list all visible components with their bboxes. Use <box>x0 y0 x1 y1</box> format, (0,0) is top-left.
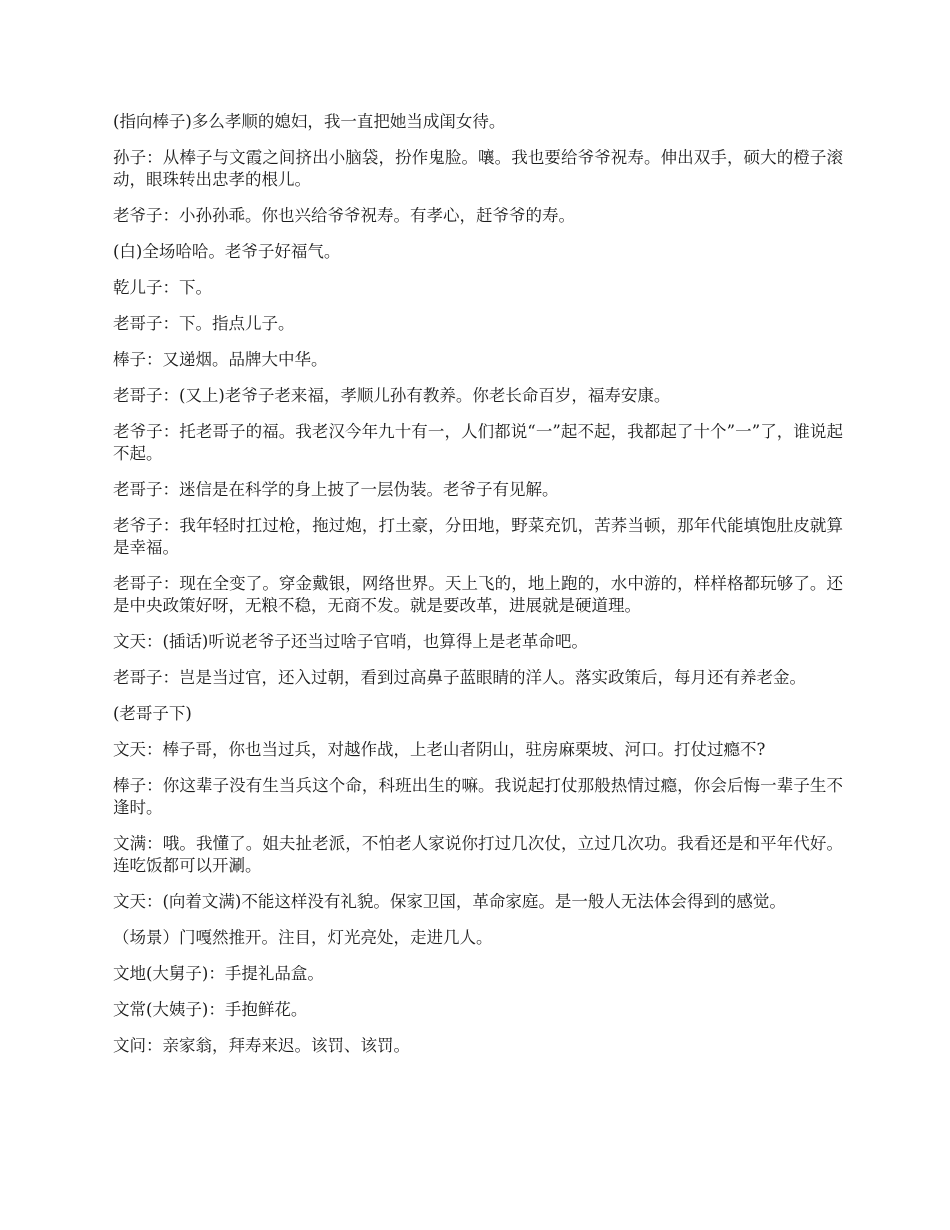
paragraph: 老哥子：(又上)老爷子老来福，孝顺儿孙有教养。你老长命百岁，福寿安康。 <box>113 386 671 405</box>
paragraph: 文天：(向着文满)不能这样没有礼貌。保家卫国，革命家庭。是一般人无法体会得到的感觉。 <box>113 892 786 911</box>
paragraph: 老爷子：我年轻时扛过枪，拖过炮，打土豪，分田地，野菜充饥，苦荞当顿，那年代能填饱肚皮就算是幸福。 <box>113 516 843 557</box>
paragraph: 老哥子：现在全变了。穿金戴银，网络世界。天上飞的，地上跑的，水中游的，样样格都玩够了。还是中央政策好呀，无粮不稳，无商不发。就是要改革，进展就是硬道理。 <box>113 574 843 615</box>
paragraph: 文天：棒子哥，你也当过兵，对越作战，上老山者阴山，驻房麻栗坡、河口。打仗过瘾不? <box>113 740 766 759</box>
paragraph: 老爷子：托老哥子的福。我老汉今年九十有一，人们都说“一”起不起，我都起了十个”一”了，谁说起不起。 <box>113 422 843 463</box>
document-body <box>113 111 843 1071</box>
paragraph: 棒子：又递烟。品牌大中华。 <box>113 350 328 369</box>
paragraph: 老哥子：迷信是在科学的身上披了一层伪装。老爷子有见解。 <box>113 480 559 499</box>
paragraph: 文地(大舅子)：手提礼品盒。 <box>113 964 324 983</box>
paragraph: 老爷子：小孙孙乖。你也兴给爷爷祝寿。有孝心，赶爷爷的寿。 <box>113 206 575 225</box>
paragraph: 文满：哦。我懂了。姐夫扯老派，不怕老人家说你打过几次仗，立过几次功。我看还是和平年代好。连吃饭都可以开涮。 <box>113 834 843 875</box>
paragraph: 乾儿子：下。 <box>113 278 212 297</box>
paragraph: 文常(大姨子)：手抱鲜花。 <box>113 1000 308 1019</box>
paragraph: 文问：亲家翁，拜寿来迟。该罚、该罚。 <box>113 1036 410 1055</box>
paragraph: (白)全场哈哈。老爷子好福气。 <box>113 242 341 261</box>
paragraph: （场景）门嘎然推开。注目，灯光亮处，走进几人。 <box>113 928 493 947</box>
paragraph: (指向棒子)多么孝顺的媳妇，我一直把她当成闺女待。 <box>113 112 506 131</box>
paragraph: 棒子：你这辈子没有生当兵这个命，科班出生的嘛。我说起打仗那般热情过瘾，你会后悔一辈子生不逢时。 <box>113 776 843 817</box>
paragraph: 文天：(插话)听说老爷子还当过啥子官哨，也算得上是老革命吧。 <box>113 632 588 651</box>
paragraph: 孙子：从棒子与文霞之间挤出小脑袋，扮作鬼脸。嚷。我也要给爷爷祝寿。伸出双手，硕大的橙子滚动，眼珠转出忠孝的根儿。 <box>113 148 843 189</box>
paragraph: 老哥子：下。指点儿子。 <box>113 314 295 333</box>
paragraph: 老哥子：岂是当过官，还入过朝，看到过高鼻子蓝眼睛的洋人。落实政策后，每月还有养老金。 <box>113 668 806 687</box>
paragraph: (老哥子下) <box>113 704 192 723</box>
